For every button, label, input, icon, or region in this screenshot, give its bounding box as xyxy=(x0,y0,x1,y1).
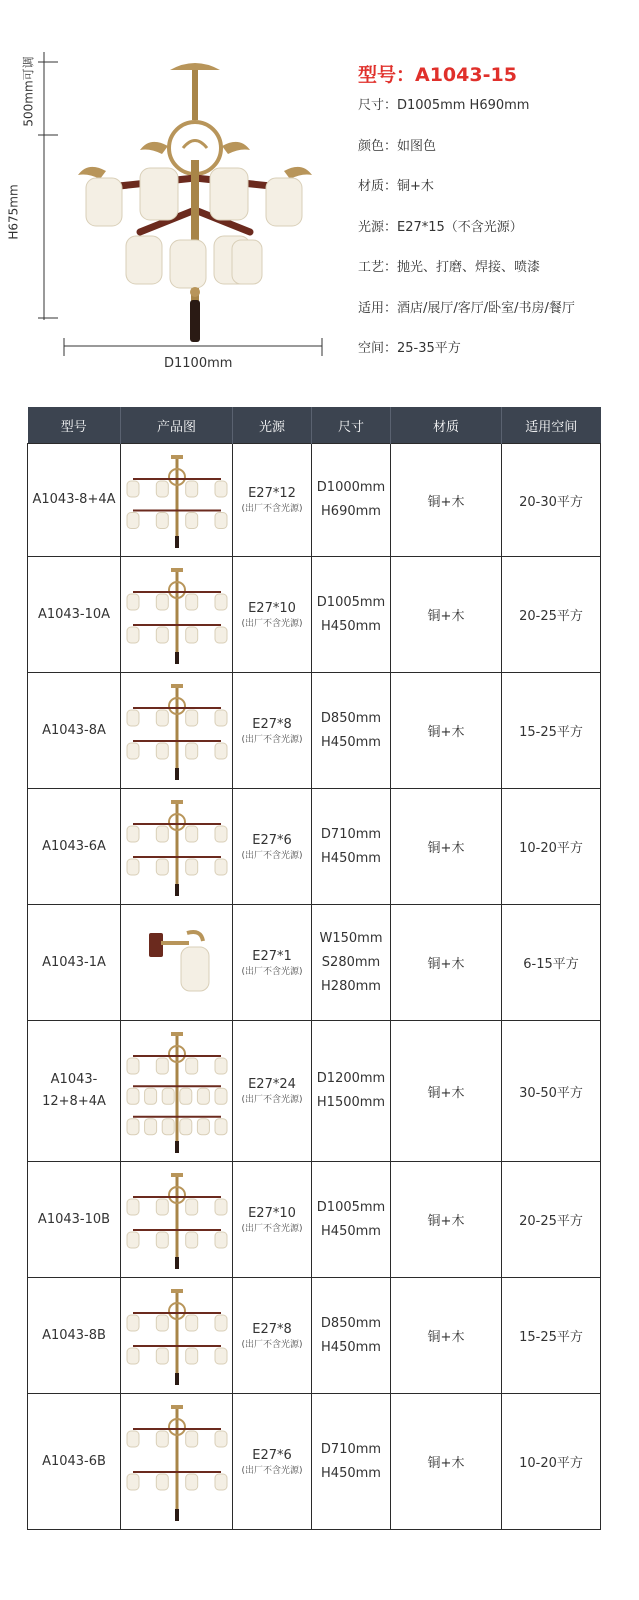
light-source-value: E27*6 xyxy=(252,832,292,848)
light-source-value: E27*10 xyxy=(248,1205,296,1221)
chandelier-thumbnail xyxy=(121,678,233,784)
row-material: 铜+木 xyxy=(391,1278,502,1394)
chandelier-thumbnail xyxy=(121,1167,233,1273)
header-model: 型号 xyxy=(28,407,121,444)
row-light-source xyxy=(233,673,312,789)
row-model: A1043-10A xyxy=(28,557,121,673)
size-line: H450mm xyxy=(321,1223,381,1239)
header-space: 适用空间 xyxy=(502,407,601,444)
light-source-note: (出厂不含光源) xyxy=(241,1095,303,1105)
chandelier-thumbnail xyxy=(121,794,233,900)
size-line: H280mm xyxy=(321,978,381,994)
light-source-value: E27*10 xyxy=(248,600,296,616)
size-line: H450mm xyxy=(321,734,381,750)
size-line: H690mm xyxy=(321,504,381,519)
size-line: H450mm xyxy=(321,1465,381,1481)
row-material: 铜+木 xyxy=(391,789,502,905)
row-model: A1043-8A xyxy=(28,673,121,789)
spec-light-source: 光源：E27*15（不含光源） xyxy=(358,219,523,235)
row-space: 20-30平方 xyxy=(502,444,601,557)
row-space: 15-25平方 xyxy=(502,673,601,789)
light-source-value: E27*1 xyxy=(252,948,292,964)
row-space: 20-25平方 xyxy=(502,1162,601,1278)
size-line: W150mm xyxy=(319,930,383,946)
spec-color: 颜色：如图色 xyxy=(358,138,437,154)
size-line: D1005mm xyxy=(316,594,386,610)
row-light-source xyxy=(233,557,312,673)
row-model xyxy=(28,1021,121,1162)
row-light-source xyxy=(233,1162,312,1278)
light-source-value: E27*12 xyxy=(248,486,296,501)
row-material: 铜+木 xyxy=(391,444,502,557)
row-model: A1043-10B xyxy=(28,1162,121,1278)
table-row xyxy=(28,789,601,905)
row-light-source xyxy=(233,1394,312,1530)
header-image: 产品图 xyxy=(121,407,233,444)
chandelier-thumbnail xyxy=(121,1283,233,1389)
size-line: S280mm xyxy=(321,954,381,970)
row-light-source xyxy=(233,1021,312,1162)
spec-space: 空间：25-35平方 xyxy=(358,341,461,356)
light-source-note: (出厂不含光源) xyxy=(241,504,303,514)
row-space: 30-50平方 xyxy=(502,1021,601,1162)
spec-material: 材质：铜+木 xyxy=(358,179,434,194)
row-product-image xyxy=(121,789,233,905)
light-source-note: (出厂不含光源) xyxy=(241,734,303,745)
row-material: 铜+木 xyxy=(391,673,502,789)
chandelier-thumbnail xyxy=(121,449,233,552)
light-source-value: E27*8 xyxy=(252,1321,292,1337)
row-model: A1043-8+4A xyxy=(28,444,121,557)
row-product-image xyxy=(121,444,233,557)
row-product-image xyxy=(121,1278,233,1394)
row-size xyxy=(312,789,391,905)
size-line: D710mm xyxy=(320,826,382,842)
chandelier-thumbnail xyxy=(121,562,233,668)
row-material: 铜+木 xyxy=(391,1394,502,1530)
spec-usage: 适用：酒店/展厅/客厅/卧室/书房/餐厅 xyxy=(358,300,575,316)
table-row xyxy=(28,1278,601,1394)
row-model: A1043-6B xyxy=(28,1394,121,1530)
spec-panel xyxy=(358,60,628,382)
chandelier-thumbnail xyxy=(121,1399,233,1525)
row-space: 20-25平方 xyxy=(502,557,601,673)
light-source-note: (出厂不含光源) xyxy=(241,618,303,629)
row-size xyxy=(312,1278,391,1394)
size-line: D1000mm xyxy=(316,480,386,495)
table-header xyxy=(28,407,601,444)
row-space: 10-20平方 xyxy=(502,789,601,905)
row-light-source xyxy=(233,444,312,557)
row-size xyxy=(312,1162,391,1278)
spec-size: 尺寸：D1005mm H690mm xyxy=(358,98,530,113)
row-product-image xyxy=(121,673,233,789)
table-row xyxy=(28,1162,601,1278)
row-size xyxy=(312,1021,391,1162)
row-product-image xyxy=(121,905,233,1021)
row-product-image xyxy=(121,1394,233,1530)
row-model-line2: 12+8+4A xyxy=(42,1094,106,1109)
row-model: A1043-1A xyxy=(28,905,121,1021)
light-source-value: E27*8 xyxy=(252,716,292,732)
size-line: H450mm xyxy=(321,618,381,634)
row-material: 铜+木 xyxy=(391,905,502,1021)
row-material: 铜+木 xyxy=(391,557,502,673)
table-row xyxy=(28,444,601,557)
row-material: 铜+木 xyxy=(391,1162,502,1278)
row-size xyxy=(312,1394,391,1530)
table-row xyxy=(28,1394,601,1530)
light-source-value: E27*6 xyxy=(252,1447,292,1463)
row-model: A1043-6A xyxy=(28,789,121,905)
product-hero: 500mm可调 H675mm D1100mm 型号：A1043-15 尺寸：D1005mm H690mm 颜色：如图色 材质：铜+木 光源：E27*15（不含光源） 工艺：抛光、打磨、焊接、喷漆 适用：酒店/展厅/客厅/卧室/书房/餐厅 空间：25-35平方 xyxy=(0,0,639,395)
size-line: H1500mm xyxy=(316,1095,386,1110)
table-row xyxy=(28,557,601,673)
light-source-value: E27*24 xyxy=(248,1077,296,1092)
model-title: 型号：A1043-15 xyxy=(358,64,517,86)
light-source-note: (出厂不含光源) xyxy=(241,850,303,861)
table-row xyxy=(28,905,601,1021)
size-line: D850mm xyxy=(320,710,382,726)
chandelier-image xyxy=(0,0,340,395)
row-product-image xyxy=(121,1162,233,1278)
light-source-note: (出厂不含光源) xyxy=(241,966,303,977)
row-product-image xyxy=(121,1021,233,1162)
spec-craft: 工艺：抛光、打磨、焊接、喷漆 xyxy=(358,260,541,275)
row-space: 15-25平方 xyxy=(502,1278,601,1394)
row-product-image xyxy=(121,557,233,673)
table-row xyxy=(28,673,601,789)
size-line: D850mm xyxy=(320,1315,382,1331)
row-size xyxy=(312,444,391,557)
product-table xyxy=(27,407,601,1530)
header-material: 材质 xyxy=(391,407,502,444)
row-space: 6-15平方 xyxy=(502,905,601,1021)
header-source: 光源 xyxy=(233,407,312,444)
header-size: 尺寸 xyxy=(312,407,391,444)
light-source-note: (出厂不含光源) xyxy=(241,1339,303,1350)
size-line: H450mm xyxy=(321,850,381,866)
table-row xyxy=(28,1021,601,1162)
chandelier-thumbnail xyxy=(121,1026,233,1157)
row-model-line1: A1043- xyxy=(50,1072,98,1087)
row-light-source xyxy=(233,789,312,905)
row-light-source xyxy=(233,1278,312,1394)
light-source-note: (出厂不含光源) xyxy=(241,1465,303,1476)
row-size xyxy=(312,673,391,789)
row-space: 10-20平方 xyxy=(502,1394,601,1530)
size-line: H450mm xyxy=(321,1339,381,1355)
row-light-source xyxy=(233,905,312,1021)
size-line: D710mm xyxy=(320,1441,382,1457)
row-size xyxy=(312,905,391,1021)
adjustable-height-label: 500mm可调 xyxy=(21,56,36,127)
size-line: D1200mm xyxy=(316,1071,386,1086)
light-source-note: (出厂不含光源) xyxy=(241,1223,303,1234)
row-size xyxy=(312,557,391,673)
wall-lamp-thumbnail xyxy=(137,910,217,1016)
size-line: D1005mm xyxy=(316,1199,386,1215)
row-model: A1043-8B xyxy=(28,1278,121,1394)
row-material: 铜+木 xyxy=(391,1021,502,1162)
